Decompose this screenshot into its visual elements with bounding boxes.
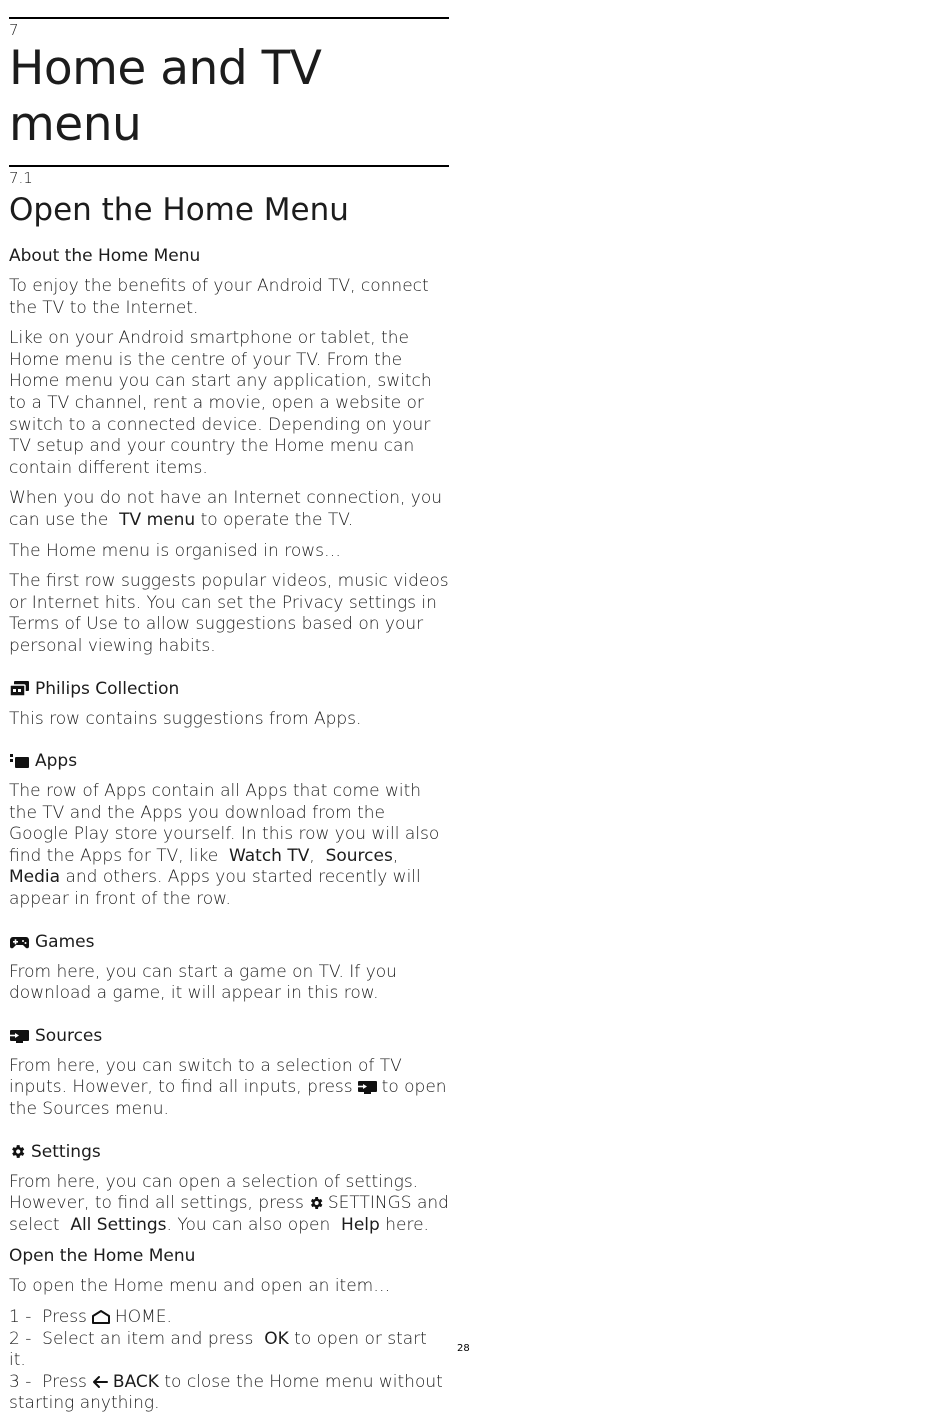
about-heading: About the Home Menu — [9, 246, 201, 266]
philips-collection-text: This row contains suggestions from Apps. — [9, 708, 362, 729]
step-2-text-post: to open or start it. — [9, 1328, 427, 1371]
about-paragraph-4: The Home menu is organised in rows… — [9, 540, 341, 561]
step-3-number: 3 - — [9, 1371, 32, 1392]
page-number: 28 — [457, 1343, 470, 1354]
games-label: Games — [35, 931, 95, 952]
help-term: Help — [341, 1214, 380, 1235]
sources-heading — [9, 1025, 449, 1047]
sources-term: Sources — [325, 845, 393, 866]
sources-text-post: to open the Sources menu. — [9, 1077, 447, 1120]
step-3 — [9, 1372, 449, 1415]
games-text: From here, you can start a game on TV. If you download a game, it will appear in this row. — [9, 961, 397, 1004]
settings-key-label: SETTINGS — [327, 1193, 412, 1214]
step-2 — [9, 1329, 449, 1372]
step-3-text-post: to close the Home menu without starting anything. — [9, 1371, 443, 1414]
sources-label: Sources — [35, 1025, 103, 1046]
chapter-title: Home and TV menu — [9, 41, 322, 152]
chapter-number: 7 — [9, 21, 19, 39]
settings-text-post: here. — [385, 1214, 429, 1235]
step-2-number: 2 - — [9, 1328, 32, 1349]
watch-tv-term: Watch TV — [229, 845, 310, 866]
back-arrow-icon — [91, 1374, 109, 1390]
tv-menu-term: TV menu — [119, 509, 196, 530]
section-number: 7.1 — [9, 169, 33, 187]
apps-text: The row of Apps contain all Apps that come with the TV and the Apps you download from the Google Play store yourself. In this row you will also find the Apps for TV, like Watch TV, Sources, Media and others. Apps you started recently will appear in front of the row. — [9, 781, 440, 910]
about-paragraph-2: Like on your Android smartphone or tablet, the Home menu is the centre of your TV. From the Home menu you can start any application, switch to a TV channel, rent a movie, open a website or switch to a connected device. Depending on your TV setup and your country the Home menu can contain different items. — [9, 328, 432, 478]
step-1 — [9, 1307, 449, 1329]
apps-heading — [9, 750, 449, 772]
step-2-text: Select an item and press — [42, 1328, 254, 1349]
sources-text — [9, 1056, 449, 1121]
settings-text-mid2: . You can also open — [166, 1214, 331, 1235]
gear-icon — [9, 1143, 26, 1160]
settings-text — [9, 1172, 449, 1237]
settings-label: Settings — [31, 1141, 101, 1162]
gamepad-icon — [9, 934, 30, 950]
philips-collection-label: Philips Collection — [35, 678, 180, 699]
gear-inline-icon — [308, 1195, 324, 1211]
apps-icon — [9, 753, 30, 769]
sources-icon — [9, 1028, 30, 1044]
sources-text-pre: From here, you can switch to a selection of TV inputs. However, to find all inputs, press — [9, 1055, 402, 1098]
chapter-divider — [9, 17, 449, 19]
settings-text-mid: and select — [9, 1193, 449, 1235]
home-icon — [91, 1309, 111, 1325]
page-column — [9, 0, 449, 1415]
p3-text-pre: When you do not have an Internet connection, you can use the — [9, 488, 443, 530]
all-settings-term: All Settings — [70, 1214, 167, 1235]
step-3-text: Press — [42, 1371, 87, 1392]
sources-inline-icon — [357, 1079, 378, 1095]
settings-text-pre: From here, you can open a selection of settings. However, to find all settings, press — [9, 1171, 419, 1214]
section-divider — [9, 165, 449, 167]
about-paragraph-1: To enjoy the benefits of your Android TV, connect the TV to the Internet. — [9, 276, 429, 318]
home-key-label: HOME. — [114, 1307, 172, 1327]
apps-text-pre: The row of Apps contain all Apps that come with the TV and the Apps you download from the Google Play store yourself. In this row you will also find the Apps for TV, like — [9, 781, 440, 866]
media-term: Media — [9, 867, 61, 888]
steps-list — [9, 1307, 449, 1415]
open-home-intro: To open the Home menu and open an item… — [9, 1276, 391, 1297]
step-1-text: Press — [42, 1307, 87, 1327]
games-heading — [9, 931, 449, 953]
section-title: Open the Home Menu — [9, 192, 349, 228]
philips-collection-heading — [9, 678, 449, 700]
apps-label: Apps — [35, 751, 78, 772]
about-paragraph-3 — [9, 488, 449, 531]
open-home-heading: Open the Home Menu — [9, 1246, 196, 1267]
ok-key-label: OK — [264, 1328, 289, 1349]
settings-heading — [9, 1141, 449, 1163]
p3-text-post: to operate the TV. — [200, 509, 354, 530]
about-paragraph-5: The first row suggests popular videos, music videos or Internet hits. You can set the Privacy settings in Terms of Use to allow suggestions based on your personal viewing habits. — [9, 571, 449, 656]
philips-collection-icon — [9, 680, 30, 697]
back-key-label: BACK — [112, 1371, 159, 1392]
step-1-number: 1 - — [9, 1307, 32, 1327]
apps-text-post: and others. Apps you started recently will appear in front of the row. — [9, 867, 421, 910]
